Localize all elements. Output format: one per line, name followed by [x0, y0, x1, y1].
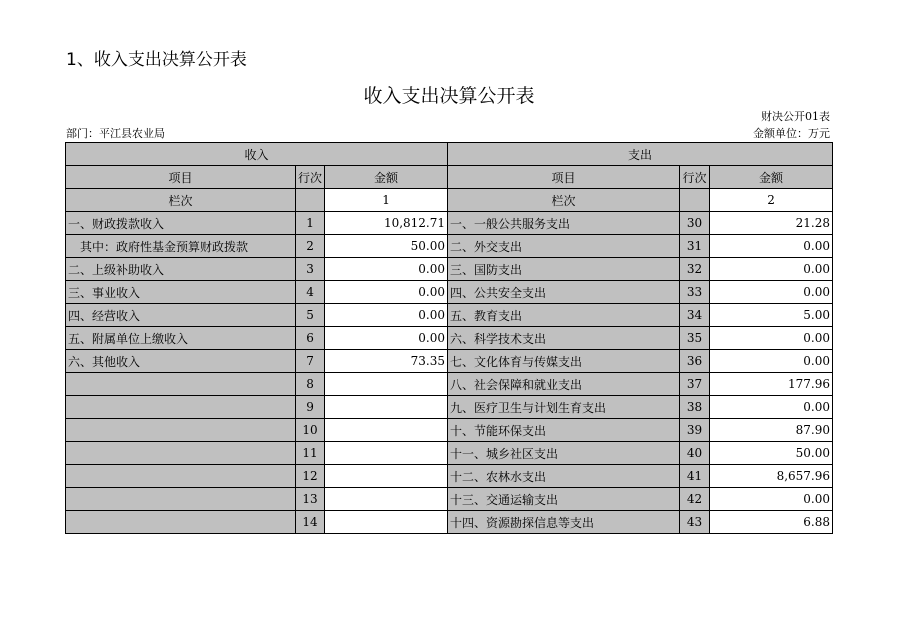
expense-line-cell: 41 [680, 465, 710, 488]
expense-item-header: 项目 [448, 166, 680, 189]
income-amount-header: 金额 [325, 166, 448, 189]
table-row [66, 488, 833, 511]
income-amount-cell [325, 465, 448, 488]
income-line-cell: 8 [296, 373, 325, 396]
table-row [66, 396, 833, 419]
expense-line-cell: 38 [680, 396, 710, 419]
expense-item-cell: 八、社会保障和就业支出 [448, 373, 680, 396]
expense-line-header: 行次 [680, 166, 710, 189]
table-row [66, 212, 833, 235]
expense-item-cell: 十三、交通运输支出 [448, 488, 680, 511]
income-line-cell: 9 [296, 396, 325, 419]
income-amount-cell [325, 373, 448, 396]
table-row [66, 373, 833, 396]
income-item-cell: 三、事业收入 [66, 281, 296, 304]
expense-amount-cell: 0.00 [710, 327, 833, 350]
income-line-cell: 3 [296, 258, 325, 281]
income-item-cell: 二、上级补助收入 [66, 258, 296, 281]
expense-amount-cell: 0.00 [710, 396, 833, 419]
table-row [66, 442, 833, 465]
expense-amount-cell: 21.28 [710, 212, 833, 235]
expense-line-cell: 39 [680, 419, 710, 442]
table-row [66, 465, 833, 488]
income-amount-cell: 0.00 [325, 327, 448, 350]
income-line-cell: 13 [296, 488, 325, 511]
expense-item-cell: 十一、城乡社区支出 [448, 442, 680, 465]
income-item-cell [66, 396, 296, 419]
table-row [66, 327, 833, 350]
income-amount-cell [325, 511, 448, 534]
income-header: 收入 [66, 143, 448, 166]
table-row [66, 235, 833, 258]
expense-line-cell: 34 [680, 304, 710, 327]
income-item-cell [66, 419, 296, 442]
income-item-cell [66, 465, 296, 488]
expense-line-cell: 43 [680, 511, 710, 534]
expense-amount-cell: 5.00 [710, 304, 833, 327]
expense-amount-cell: 0.00 [710, 488, 833, 511]
header-row-column-order [66, 189, 833, 212]
expense-item-cell: 十、节能环保支出 [448, 419, 680, 442]
income-amount-cell [325, 419, 448, 442]
income-column-order-line [296, 189, 325, 212]
expense-item-cell: 二、外交支出 [448, 235, 680, 258]
expense-item-cell: 十四、资源勘探信息等支出 [448, 511, 680, 534]
expense-column-order-line [680, 189, 710, 212]
income-item-cell: 六、其他收入 [66, 350, 296, 373]
income-item-cell: 四、经营收入 [66, 304, 296, 327]
income-line-cell: 5 [296, 304, 325, 327]
income-line-header: 行次 [296, 166, 325, 189]
income-line-cell: 2 [296, 235, 325, 258]
income-line-cell: 6 [296, 327, 325, 350]
page-title: 收入支出决算公开表 [363, 85, 535, 107]
income-line-cell: 1 [296, 212, 325, 235]
income-amount-cell: 73.35 [325, 350, 448, 373]
expense-amount-header: 金额 [710, 166, 833, 189]
header-row-columns [66, 166, 833, 189]
income-amount-cell [325, 488, 448, 511]
income-amount-cell: 0.00 [325, 281, 448, 304]
table-row [66, 511, 833, 534]
expense-amount-cell: 50.00 [710, 442, 833, 465]
expense-amount-cell: 8,657.96 [710, 465, 833, 488]
section-title: 1、收入支出决算公开表 [66, 50, 247, 70]
income-line-cell: 12 [296, 465, 325, 488]
expense-line-cell: 36 [680, 350, 710, 373]
expense-amount-cell: 0.00 [710, 350, 833, 373]
expense-item-cell: 五、教育支出 [448, 304, 680, 327]
expense-line-cell: 37 [680, 373, 710, 396]
expense-item-cell: 十二、农林水支出 [448, 465, 680, 488]
expense-line-cell: 33 [680, 281, 710, 304]
income-expense-table [65, 142, 833, 534]
expense-item-cell: 七、文化体育与传媒支出 [448, 350, 680, 373]
income-item-cell: 其中：政府性基金预算财政拨款 [66, 235, 296, 258]
department-label: 部门：平江县农业局 [66, 127, 165, 140]
table-row [66, 304, 833, 327]
income-line-cell: 10 [296, 419, 325, 442]
unit-label: 金额单位：万元 [753, 127, 830, 140]
expense-line-cell: 30 [680, 212, 710, 235]
expense-line-cell: 35 [680, 327, 710, 350]
table-row [66, 350, 833, 373]
expense-line-cell: 42 [680, 488, 710, 511]
expense-amount-cell: 0.00 [710, 235, 833, 258]
income-line-cell: 11 [296, 442, 325, 465]
header-row-group [66, 143, 833, 166]
expense-item-cell: 六、科学技术支出 [448, 327, 680, 350]
expense-item-cell: 一、一般公共服务支出 [448, 212, 680, 235]
income-item-header: 项目 [66, 166, 296, 189]
expense-column-number: 2 [710, 189, 833, 212]
expense-column-order-label: 栏次 [448, 189, 680, 212]
income-line-cell: 4 [296, 281, 325, 304]
income-column-number: 1 [325, 189, 448, 212]
income-amount-cell: 50.00 [325, 235, 448, 258]
table-row [66, 281, 833, 304]
income-amount-cell: 10,812.71 [325, 212, 448, 235]
expense-amount-cell: 0.00 [710, 258, 833, 281]
expense-line-cell: 40 [680, 442, 710, 465]
expense-amount-cell: 87.90 [710, 419, 833, 442]
income-line-cell: 14 [296, 511, 325, 534]
expense-line-cell: 32 [680, 258, 710, 281]
income-line-cell: 7 [296, 350, 325, 373]
expense-amount-cell: 6.88 [710, 511, 833, 534]
income-amount-cell [325, 442, 448, 465]
income-column-order-label: 栏次 [66, 189, 296, 212]
income-item-cell: 五、附属单位上缴收入 [66, 327, 296, 350]
form-number: 财决公开01表 [761, 110, 830, 123]
table-row [66, 258, 833, 281]
expense-item-cell: 三、国防支出 [448, 258, 680, 281]
expense-line-cell: 31 [680, 235, 710, 258]
expense-header: 支出 [448, 143, 833, 166]
table-row [66, 419, 833, 442]
income-item-cell [66, 373, 296, 396]
income-amount-cell: 0.00 [325, 258, 448, 281]
expense-item-cell: 九、医疗卫生与计划生育支出 [448, 396, 680, 419]
income-amount-cell [325, 396, 448, 419]
income-item-cell [66, 511, 296, 534]
income-item-cell [66, 488, 296, 511]
income-amount-cell: 0.00 [325, 304, 448, 327]
income-item-cell: 一、财政拨款收入 [66, 212, 296, 235]
expense-item-cell: 四、公共安全支出 [448, 281, 680, 304]
expense-amount-cell: 177.96 [710, 373, 833, 396]
income-item-cell [66, 442, 296, 465]
expense-amount-cell: 0.00 [710, 281, 833, 304]
